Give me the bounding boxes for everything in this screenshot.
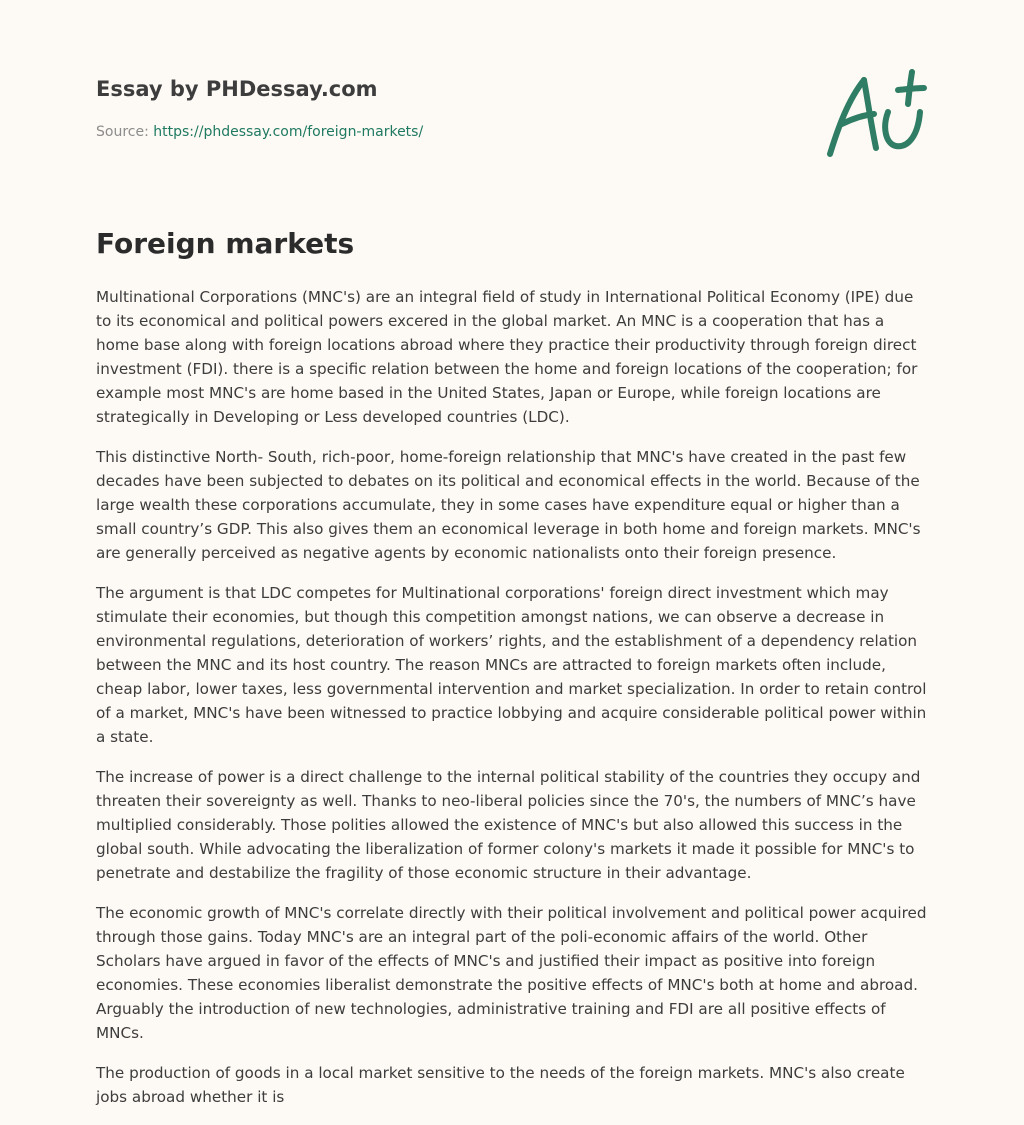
a-plus-logo-icon	[824, 68, 928, 164]
paragraph: This distinctive North- South, rich-poor, home-foreign relationship that MNC's have created in the past few decades have been subjected to debates on its political and economical effects in the world. Because of the large wealth these corporations accumulate, they in some cases have expenditure equal or higher than a small country’s GDP. This also gives them an economical leverage in both home and foreign markets. MNC's are generally perceived as negative agents by economic nationalists onto their foreign presence.	[96, 448, 921, 562]
source-link[interactable]: https://phdessay.com/foreign-markets/	[153, 124, 424, 140]
paragraph: Multinational Corporations (MNC's) are an integral field of study in International Political Economy (IPE) due to its economical and political powers excered in the global market. An MNC is a cooperation that has a home base along with foreign locations abroad where they practice their productivity through foreign direct investment (FDI). there is a specific relation between the home and foreign locations of the cooperation; for example most MNC's are home based in the United States, Japan or Europe, while foreign locations are strategically in Developing or Less developed countries (LDC).	[96, 288, 918, 426]
paragraph: The increase of power is a direct challenge to the internal political stability of the countries they occupy and threaten their sovereignty as well. Thanks to neo-liberal policies since the 70's, the numbers of MNC’s have multiplied considerably. Those polities allowed the existence of MNC's but also allowed this success in the global south. While advocating the liberalization of former colony's markets it made it possible for MNC's to penetrate and destabilize the fragility of those economic structure in their advantage.	[96, 768, 921, 882]
paragraph: The economic growth of MNC's correlate directly with their political involvement and political power acquired through those gains. Today MNC's are an integral part of the poli-economic affairs of the world. Other Scholars have argued in favor of the effects of MNC's and justified their impact as positive into foreign economies. These economies liberalist demonstrate the positive effects of MNC's both at home and abroad. Arguably the introduction of new technologies, administrative training and FDI are all positive effects of MNCs.	[96, 904, 927, 1042]
source-line	[96, 124, 423, 140]
page-title: Foreign markets	[96, 227, 355, 260]
brand-title: Essay by PHDessay.com	[96, 77, 378, 101]
page-header	[96, 72, 928, 182]
paragraph: The argument is that LDC competes for Multinational corporations' foreign direct investment which may stimulate their economies, but though this competition amongst nations, we can observe a decrease in environmental regulations, deterioration of workers’ rights, and the establishment of a dependency relation between the MNC and its host country. The reason MNCs are attracted to foreign markets often include, cheap labor, lower taxes, less governmental intervention and market specialization. In order to retain control of a market, MNC's have been witnessed to practice lobbying and acquire considerable political power within a state.	[96, 584, 927, 746]
source-label: Source:	[96, 124, 149, 140]
paragraph: The production of goods in a local market sensitive to the needs of the foreign markets. MNC's also create jobs abroad whether it is	[96, 1064, 905, 1106]
essay-body	[96, 285, 930, 1125]
